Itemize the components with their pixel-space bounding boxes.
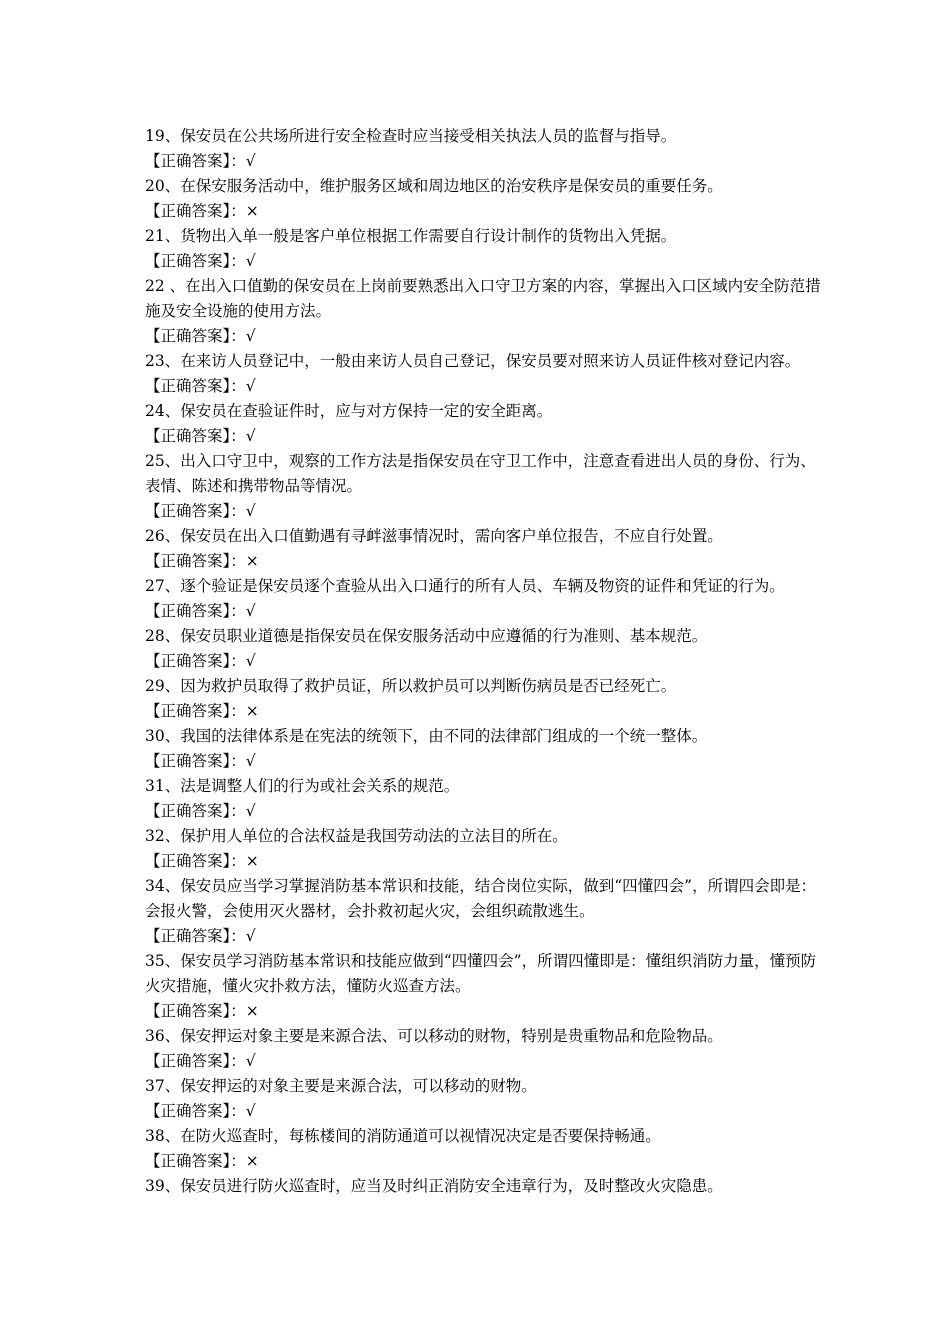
question-text: 20、在保安服务活动中，维护服务区域和周边地区的治安秩序是保安员的重要任务。 — [145, 177, 723, 195]
answer-line — [145, 549, 825, 574]
answer-value: √ — [245, 252, 256, 270]
answer-value: × — [245, 1002, 259, 1020]
question-text: 31、法是调整人们的行为或社会关系的规范。 — [145, 777, 460, 795]
question-text: 38、在防火巡查时，每栋楼间的消防通道可以视情况决定是否要保持畅通。 — [145, 1127, 661, 1145]
answer-value: √ — [245, 927, 256, 945]
answer-line — [145, 699, 825, 724]
question-text: 19、保安员在公共场所进行安全检查时应当接受相关执法人员的监督与指导。 — [145, 127, 677, 145]
question-text: 34、保安员应当学习掌握消防基本常识和技能，结合岗位实际，做到“四懂四会”，所谓四会即是：会报火警，会使用灭火器材，会扑救初起火灾，会组织疏散逃生。 — [145, 877, 817, 920]
answer-value: × — [245, 552, 259, 570]
answer-line — [145, 149, 825, 174]
answer-label: 【正确答案】： — [145, 252, 246, 270]
question-text: 30、我国的法律体系是在宪法的统领下，由不同的法律部门组成的一个统一整体。 — [145, 727, 708, 745]
answer-label: 【正确答案】： — [145, 327, 246, 345]
answer-value: × — [245, 702, 259, 720]
answer-line — [145, 924, 825, 949]
answer-value: × — [245, 1152, 259, 1170]
question-text: 36、保安押运对象主要是来源合法、可以移动的财物，特别是贵重物品和危险物品。 — [145, 1027, 723, 1045]
answer-value: √ — [245, 1102, 256, 1120]
answer-line — [145, 249, 825, 274]
answer-label: 【正确答案】： — [145, 852, 246, 870]
answer-label: 【正确答案】： — [145, 202, 246, 220]
answer-line — [145, 1149, 825, 1174]
question-text: 21、货物出入单一般是客户单位根据工作需要自行设计制作的货物出入凭据。 — [145, 227, 677, 245]
answer-line — [145, 649, 825, 674]
answer-label: 【正确答案】： — [145, 427, 246, 445]
answer-value: × — [245, 202, 259, 220]
answer-label: 【正确答案】： — [145, 1002, 246, 1020]
answer-label: 【正确答案】： — [145, 752, 246, 770]
question-text: 26、保安员在出入口值勤遇有寻衅滋事情况时，需向客户单位报告，不应自行处置。 — [145, 527, 723, 545]
answer-value: √ — [245, 752, 256, 770]
answer-line — [145, 199, 825, 224]
answer-value: √ — [245, 602, 256, 620]
question-text: 28、保安员职业道德是指保安员在保安服务活动中应遵循的行为准则、基本规范。 — [145, 627, 708, 645]
answer-line — [145, 499, 825, 524]
answer-value: √ — [245, 327, 256, 345]
question-text: 25、出入口守卫中，观察的工作方法是指保安员在守卫工作中，注意查看进出人员的身份、行为、表情、陈述和携带物品等情况。 — [145, 452, 816, 495]
question-text: 39、保安员进行防火巡查时，应当及时纠正消防安全违章行为，及时整改火灾隐患。 — [145, 1177, 723, 1195]
answer-line — [145, 324, 825, 349]
answer-line — [145, 1049, 825, 1074]
answer-label: 【正确答案】： — [145, 927, 246, 945]
answer-label: 【正确答案】： — [145, 652, 246, 670]
answer-label: 【正确答案】： — [145, 602, 246, 620]
question-text: 35、保安员学习消防基本常识和技能应做到“四懂四会”，所谓四懂即是：懂组织消防力量，懂预防火灾措施，懂火灾扑救方法，懂防火巡查方法。 — [145, 952, 817, 995]
answer-value: √ — [245, 652, 256, 670]
answer-value: √ — [245, 377, 256, 395]
question-text: 29、因为救护员取得了救护员证，所以救护员可以判断伤病员是否已经死亡。 — [145, 677, 677, 695]
question-text: 22 、在出入口值勤的保安员在上岗前要熟悉出入口守卫方案的内容，掌握出入口区域内安全防范措施及安全设施的使用方法。 — [145, 277, 821, 320]
answer-label: 【正确答案】： — [145, 702, 246, 720]
answer-line — [145, 799, 825, 824]
answer-label: 【正确答案】： — [145, 152, 246, 170]
answer-label: 【正确答案】： — [145, 502, 246, 520]
answer-value: √ — [245, 502, 256, 520]
answer-line — [145, 374, 825, 399]
answer-value: √ — [245, 427, 256, 445]
answer-label: 【正确答案】： — [145, 802, 246, 820]
answer-line — [145, 999, 825, 1024]
answer-label: 【正确答案】： — [145, 1102, 246, 1120]
question-text: 23、在来访人员登记中，一般由来访人员自己登记，保安员要对照来访人员证件核对登记内容。 — [145, 352, 801, 370]
question-text: 24、保安员在查验证件时，应与对方保持一定的安全距离。 — [145, 402, 553, 420]
question-text: 32、保护用人单位的合法权益是我国劳动法的立法目的所在。 — [145, 827, 568, 845]
answer-line — [145, 1099, 825, 1124]
document-body — [145, 124, 825, 1199]
answer-line — [145, 424, 825, 449]
answer-value: √ — [245, 1052, 256, 1070]
answer-label: 【正确答案】： — [145, 552, 246, 570]
answer-value: √ — [245, 152, 256, 170]
answer-label: 【正确答案】： — [145, 1052, 246, 1070]
question-text: 37、保安押运的对象主要是来源合法，可以移动的财物。 — [145, 1077, 537, 1095]
answer-value: √ — [245, 802, 256, 820]
answer-line — [145, 749, 825, 774]
answer-label: 【正确答案】： — [145, 1152, 246, 1170]
question-text: 27、逐个验证是保安员逐个查验从出入口通行的所有人员、车辆及物资的证件和凭证的行为。 — [145, 577, 785, 595]
answer-label: 【正确答案】： — [145, 377, 246, 395]
answer-value: × — [245, 852, 259, 870]
answer-line — [145, 599, 825, 624]
answer-line — [145, 849, 825, 874]
